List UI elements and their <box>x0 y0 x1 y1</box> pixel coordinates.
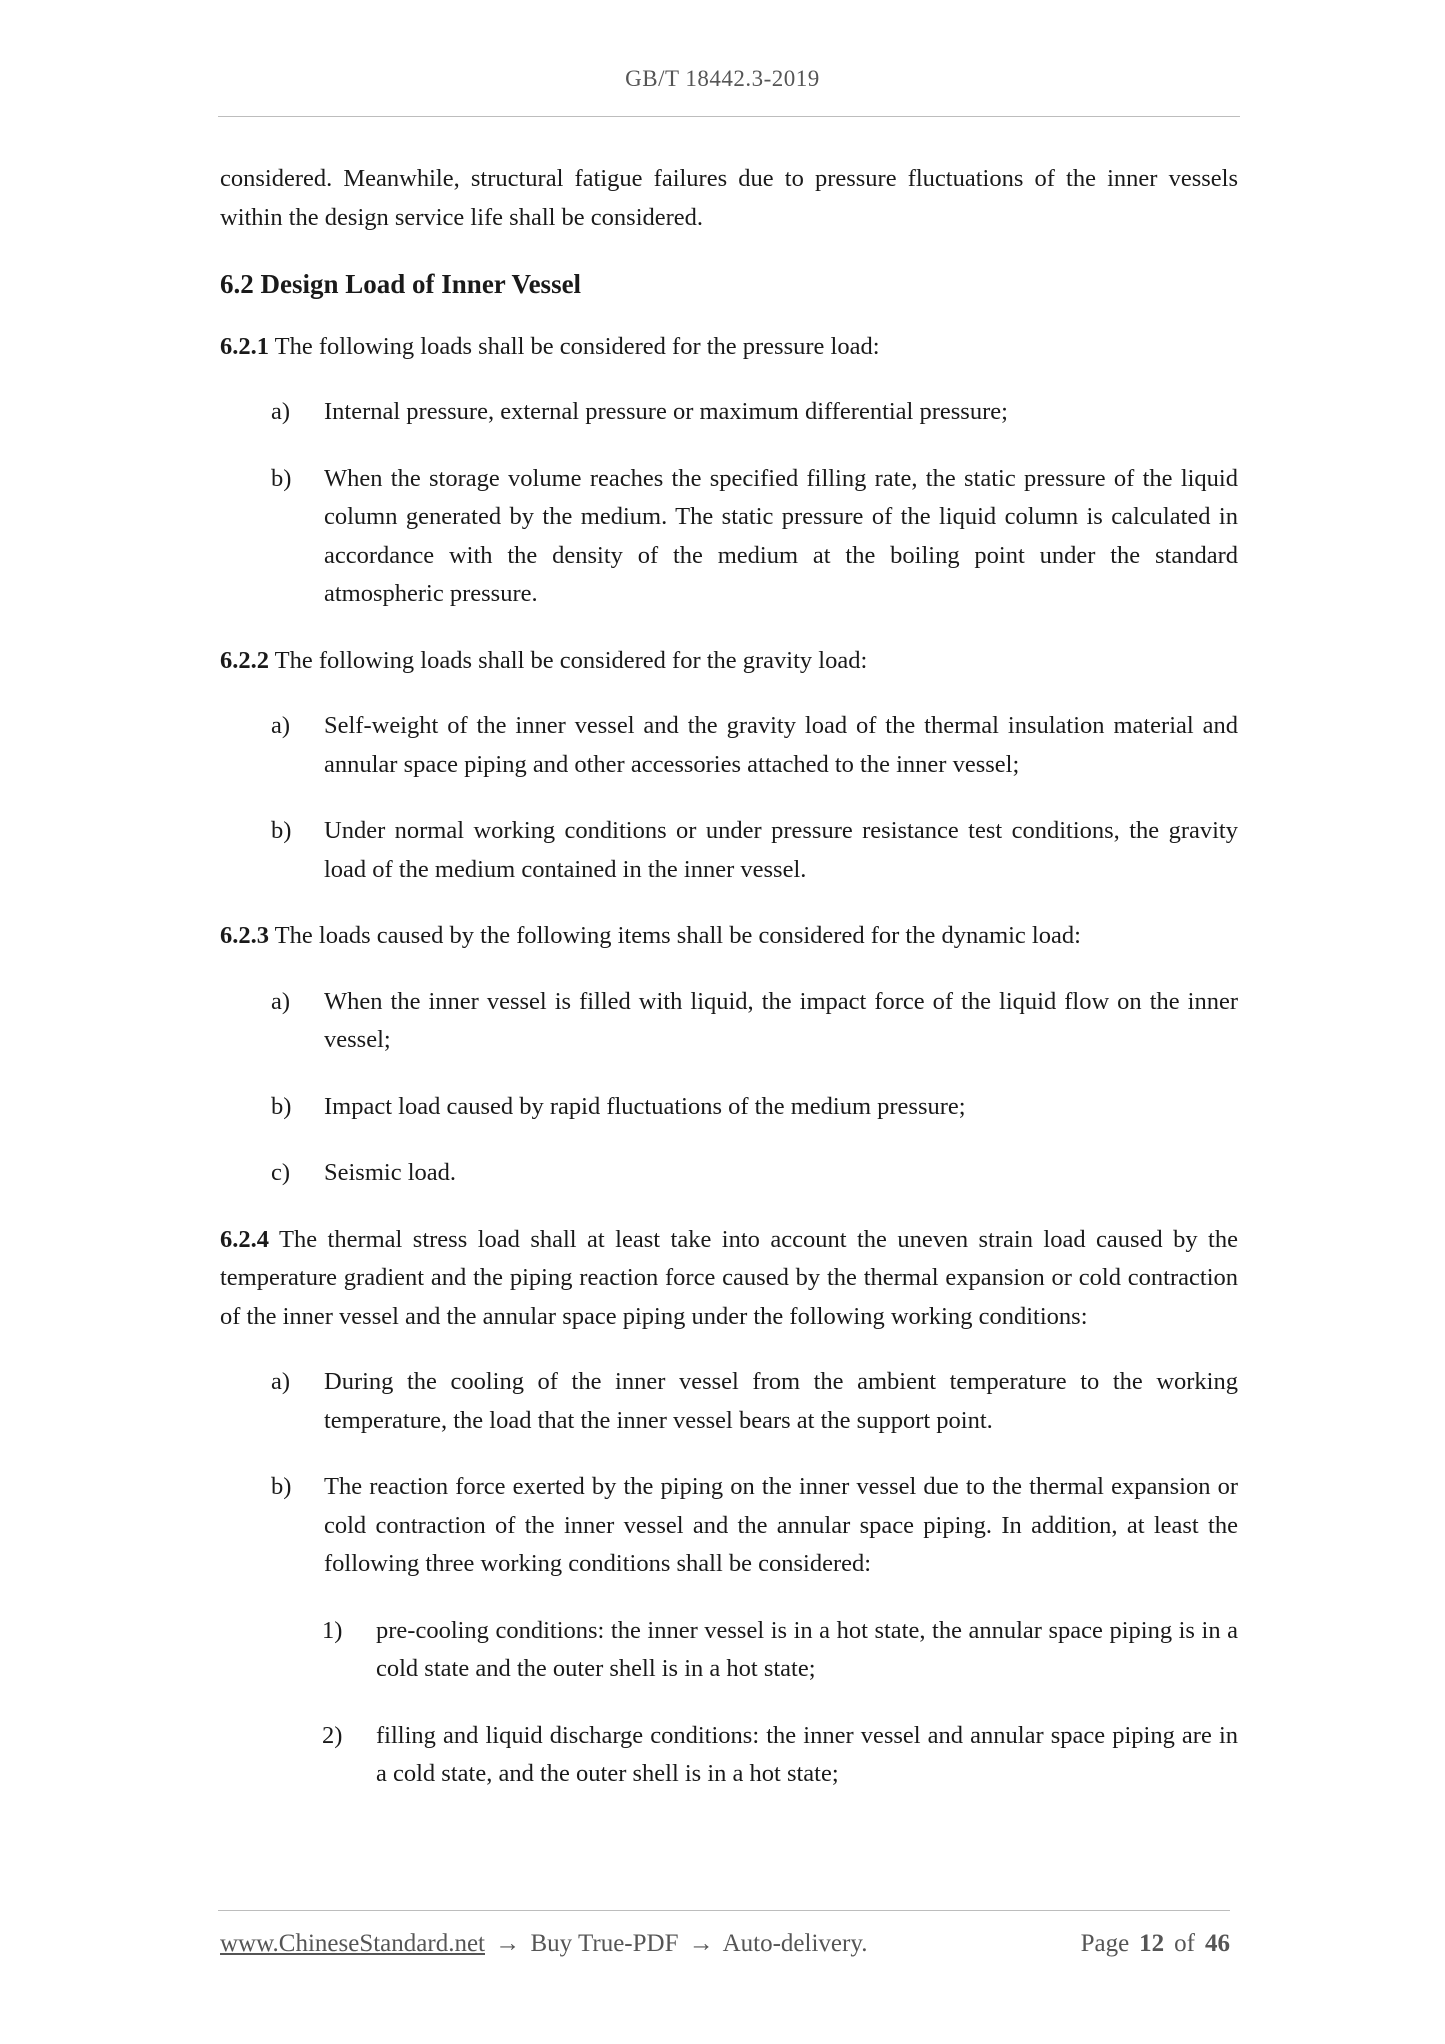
list-item-text: Under normal working conditions or under pressure resistance test conditions, the gravity load of the medium contained in the inner vessel. <box>324 817 1238 883</box>
list-marker: b) <box>271 1092 292 1120</box>
list-item-text: The reaction force exerted by the piping on the inner vessel due to the thermal expansion or cold contraction of the inner vessel and the annular space piping. In addition, at least the following three working conditions shall be considered: <box>324 1473 1238 1577</box>
document-header: GB/T 18442.3-2019 <box>625 66 820 91</box>
clause-6-2-1 <box>220 328 1238 367</box>
list-marker: b) <box>271 817 292 844</box>
list-item <box>220 1363 1238 1440</box>
clause-6-2-4 <box>220 1221 1238 1337</box>
clause-text: The thermal stress load shall at least take into account the uneven strain load caused by the temperature gradient and the piping reaction force caused by the thermal expansion or cold contraction of the inner vessel and the annular space piping under the following working conditions: <box>220 1225 1238 1330</box>
list-item-text: Impact load caused by rapid fluctuations of the medium pressure; <box>324 1092 966 1120</box>
list-marker: 2) <box>322 1721 343 1749</box>
arrow-right-icon: → <box>688 1930 714 1957</box>
list-item-text: During the cooling of the inner vessel from the ambient temperature to the working temperature, the load that the inner vessel bears at the support point. <box>324 1368 1238 1434</box>
section-title: 6.2 Design Load of Inner Vessel <box>220 269 582 299</box>
list-item-text: When the inner vessel is filled with liquid, the impact force of the liquid flow on the inner vessel; <box>324 987 1238 1053</box>
page-body <box>220 160 1238 1822</box>
total-pages: 46 <box>1205 1930 1230 1957</box>
list-item <box>220 460 1238 614</box>
arrow-right-icon: → <box>495 1930 521 1957</box>
list-item-text: filling and liquid discharge conditions: the inner vessel and annular space piping are in a cold state, and the outer shell is in a hot state; <box>376 1721 1238 1787</box>
footer-promo <box>220 1930 867 1958</box>
list-item <box>220 1088 1238 1127</box>
list-marker: b) <box>271 464 292 492</box>
list-item-text: When the storage volume reaches the specified filling rate, the static pressure of the liquid column generated by the medium. The static pressure of the liquid column is calculated in accordance with the density of the medium at the boiling point under the standard atmospheric pressure. <box>324 464 1238 607</box>
list-marker: a) <box>271 987 291 1015</box>
clause-text: The following loads shall be considered for the gravity load: <box>269 646 868 674</box>
sub-list-item <box>220 1612 1238 1689</box>
footer-divider <box>218 1910 1230 1911</box>
list-item-text: Seismic load. <box>324 1159 457 1186</box>
buy-text: Buy True-PDF <box>530 1930 679 1957</box>
sub-list-item <box>220 1717 1238 1794</box>
clause-number: 6.2.4 <box>220 1225 269 1253</box>
header-divider <box>218 116 1240 117</box>
clause-number: 6.2.2 <box>220 646 269 674</box>
list-item <box>220 393 1238 432</box>
page-indicator <box>1081 1930 1230 1958</box>
list-item-text: pre-cooling conditions: the inner vessel is in a hot state, the annular space piping is in a cold state and the outer shell is in a hot state; <box>376 1616 1238 1682</box>
clause-text: The following loads shall be considered for the pressure load: <box>269 332 880 360</box>
page-number: 12 <box>1139 1930 1165 1957</box>
delivery-text: Auto-delivery. <box>722 1930 868 1957</box>
page-label: Page <box>1080 1930 1130 1957</box>
clause-6-2-2 <box>220 642 1238 681</box>
clause-6-2-3 <box>220 917 1238 956</box>
list-marker: a) <box>271 1368 291 1395</box>
of-label: of <box>1174 1930 1195 1957</box>
list-item-text: Internal pressure, external pressure or maximum differential pressure; <box>324 398 1008 425</box>
list-item <box>220 1154 1238 1193</box>
list-marker: c) <box>271 1159 291 1186</box>
list-marker: 1) <box>322 1616 343 1644</box>
clause-number: 6.2.3 <box>220 922 269 949</box>
list-item <box>220 812 1238 889</box>
list-item <box>220 707 1238 784</box>
clause-number: 6.2.1 <box>220 332 269 360</box>
list-marker: a) <box>271 398 291 425</box>
clause-text: The loads caused by the following items shall be considered for the dynamic load: <box>269 922 1081 949</box>
website-link[interactable]: www.ChineseStandard.net <box>220 1930 485 1957</box>
list-marker: a) <box>271 712 291 739</box>
list-item-text: Self-weight of the inner vessel and the gravity load of the thermal insulation material and annular space piping and other accessories attached to the inner vessel; <box>324 712 1238 778</box>
list-marker: b) <box>271 1473 292 1500</box>
list-item <box>220 1468 1238 1584</box>
list-item <box>220 983 1238 1060</box>
intro-paragraph: considered. Meanwhile, structural fatigue failures due to pressure fluctuations of the inner vessels within the design service life shall be considered. <box>220 165 1238 231</box>
